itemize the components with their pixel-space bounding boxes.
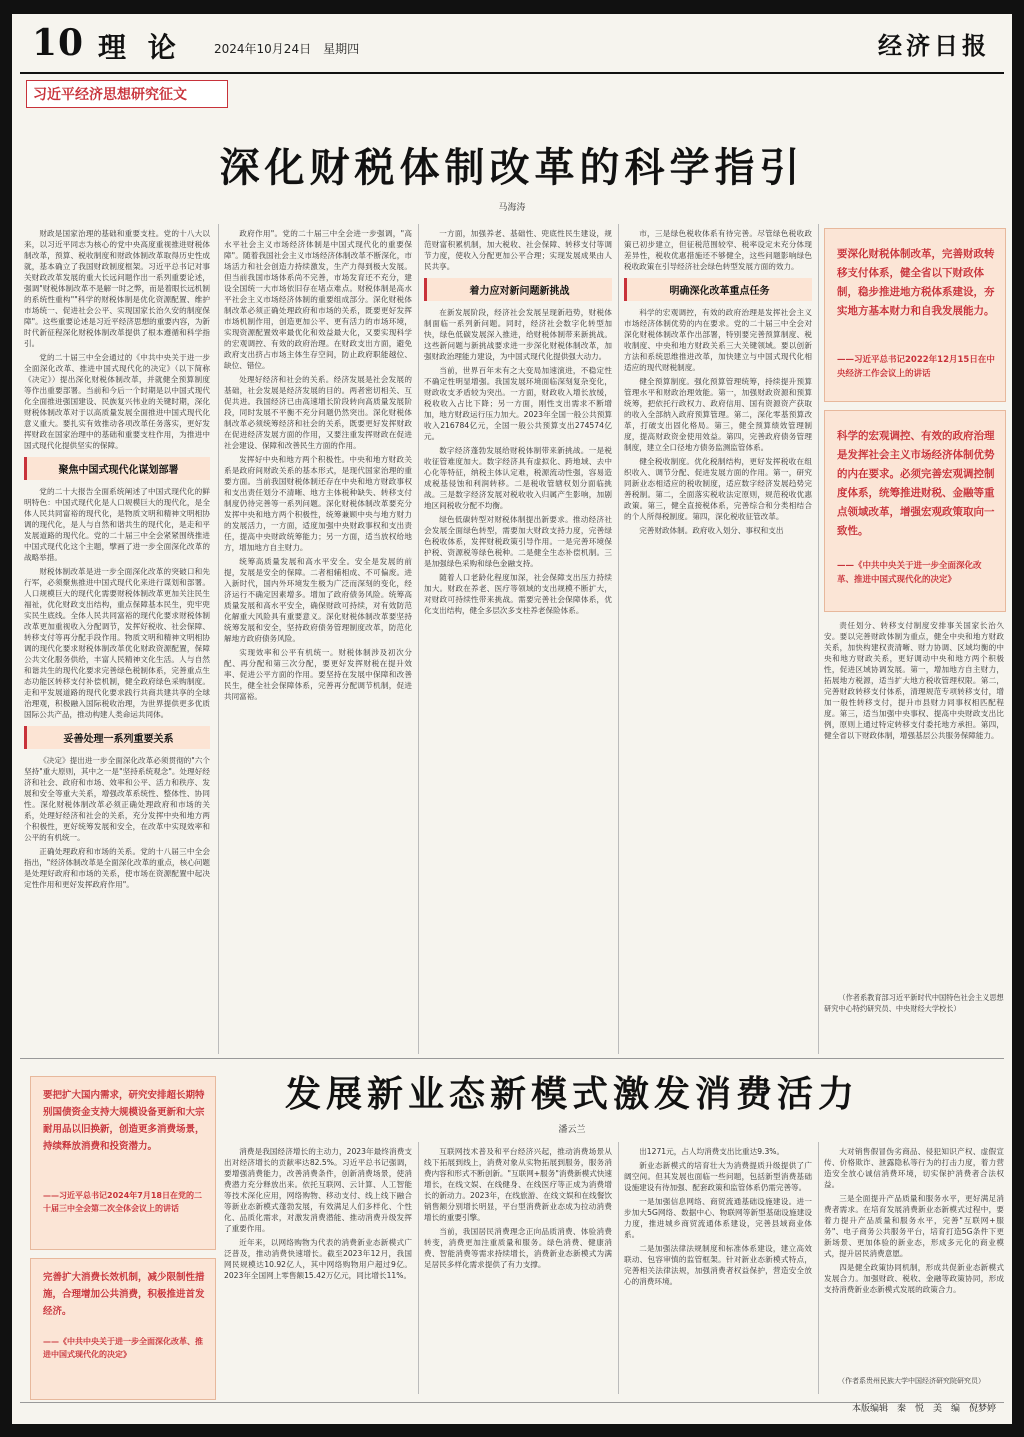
divider <box>818 224 819 1054</box>
paragraph: 科学的宏观调控，有效的政府治理是发挥社会主义市场经济体制优势的内在要求。党的二十届三中全会对深化财税体制改革作出部署，特别要完善预算制度、税收制度、中央和地方财政关系三大关键领域。要以创新方法和系统思维推进改革，加快建立与中国式现代化相适应的现代财税制度。 <box>624 308 812 372</box>
divider <box>418 224 419 1054</box>
article1-column-1 <box>24 228 210 1054</box>
issue-date: 2024年10月24日 星期四 <box>214 42 360 56</box>
paragraph: 大对销售假冒伪劣商品、侵犯知识产权、虚假宣传、价格欺诈、泄露隐私等行为的打击力度，着力营造安全放心诚信消费环境，切实保护消费者合法权益。 <box>824 1147 1004 1189</box>
paragraph: 一是加强信息网络、商贸流通基础设施建设。进一步加大5G网络、数据中心、物联网等新型基础设施建设力度，推进城乡商贸流通体系建设，完善县域商业体系。 <box>624 1197 812 1239</box>
quote-source: ——《中共中央关于进一步全面深化改革、推进中国式现代化的决定》 <box>837 561 982 585</box>
paragraph: 二是加强法律法规制度和标准体系建设，建立高效联动、包容审慎的监管框架。针对新业态新模式特点，完善相关法律法规，加强消费者权益保护，营造安全放心的消费环境。 <box>624 1244 812 1286</box>
quote-text: 要把扩大国内需求，研究安排超长期特别国债资金支持大规模设备更新和大宗耐用品以旧换新，创造更多消费场景，持续释放消费和投资潜力。 <box>43 1090 205 1152</box>
paragraph: 新业态新模式的培育壮大为消费提质升级提供了广阔空间。但其发展也面临一些问题，包括新型消费基础设施建设有待加强、配套政策和监管体系仍需完善等。 <box>624 1161 812 1192</box>
subheading: 妥善处理一系列重要关系 <box>24 726 210 749</box>
quote-box-2 <box>824 410 1006 612</box>
article2-column-3 <box>624 1146 812 1398</box>
quote-source: ——习近平总书记2024年7月18日在党的二十届三中全会第二次全体会议上的讲话 <box>43 1191 202 1213</box>
subheading: 着力应对新问题新挑战 <box>424 278 612 301</box>
quote-box-1 <box>824 228 1006 402</box>
paragraph: 一方面，加强养老、基础性、兜底性民生建设，规范财富积累机制，加大税收、社会保障、转移支付等调节力度，使收入分配更加公平合理；实现发展成果由人民共享。 <box>424 229 612 271</box>
paragraph: 健全预算制度。强化预算管理统筹，持续提升预算管理水平和财政治理效能。第一，加强财政资源和预算统筹，把依托行政权力、政府信用、国有资源资产获取的收入全部纳入政府预算管理。第二，深化零基预算改革，打破支出固化格局。第三，健全预算绩效管理制度，提高财政资金使用效益。第四，完善政府债务管理制度，建立全口径地方债务监测监管体系。 <box>624 377 812 452</box>
page-number: 10 <box>32 22 85 64</box>
paragraph: 随着人口老龄化程度加深，社会保障支出压力持续加大。财政在养老、医疗等领域的支出规模不断扩大，对财政可持续性带来挑战。需要完善社会保障体系，优化支出结构，健全多层次多支柱养老保险体系。 <box>424 573 612 615</box>
byline: （作者系贵州民族大学中国经济研究院研究员） <box>838 1377 985 1385</box>
paragraph: 责任划分、转移支付制度安排事关国家长治久安。要以完善财政体制为重点，健全中央和地方财政关系，加快构建权责清晰、财力协调、区域均衡的中央和地方财政关系，更好调动中央和地方两个积极性，促进区域协调发展。第一，增加地方自主财力，拓展地方税源，适当扩大地方税收管理权限。第二，完善财政转移支付体系，清理规范专项转移支付，增加一般性转移支付，提升市县财力同事权相匹配程度。第三，适当加强中央事权、提高中央财政支出比例，原则上通过特定转移支付委托地方承担。第四，健全省以下财政体制，增强基层公共服务保障能力。 <box>824 621 1004 740</box>
article2-byline <box>824 1376 1004 1398</box>
quote-box-4 <box>30 1258 216 1400</box>
article1-column-4 <box>624 228 812 1054</box>
paragraph: 出1271元，占人均消费支出比重达9.3%。 <box>639 1147 785 1156</box>
paragraph: 财税体制改革是进一步全面深化改革的突破口和先行军，必须聚焦推进中国式现代化来进行谋划和部署。人口规模巨大的现代化需要财税体制改革更加关注民生福祉，优化财政支出结构，重点保障基本民生，兜牢兜实民生底线。全体人民共同富裕的现代化要求财税体制改革更加重视收入分配调节，发挥好税收、社会保障、转移支付等再分配手段作用。物质文明和精神文明相协调的现代化要求财税体制改革优化财政资源配置，保障公共文化服务供给，丰富人民精神文化生活。人与自然和谐共生的现代化要求完善绿色税制体系，完善重点生态功能区转移支付补偿机制，健全政府绿色采购制度。走和平发展道路的现代化要求践行共商共建共享的全球治理观，积极融入国际税收治理，为世界提供更多优质国际公共产品，推动构建人类命运共同体。 <box>24 567 210 719</box>
quote-source: ——习近平总书记2022年12月15日在中央经济工作会议上的讲话 <box>837 355 995 379</box>
paragraph: 完善财政体制。政府收入划分、事权和支出 <box>639 526 784 535</box>
byline: （作者系教育部习近平新时代中国特色社会主义思想研究中心特约研究员、中央财经大学校长） <box>824 993 1004 1013</box>
article-separator <box>20 1058 1004 1059</box>
article2-column-4 <box>824 1146 1004 1374</box>
paragraph: 政府作用"。党的二十届三中全会进一步强调，"高水平社会主义市场经济体制是中国式现代化的重要保障"。随着我国社会主义市场经济体制改革不断深化，市场活力和社会创造力持续激发，生产力得到极大发展。但当前我国市场体系尚不完善，市场发育还不充分，建设全国统一大市场依旧存在堵点难点。财税体制是高水平社会主义市场经济体制的重要组成部分。深化财税体制改革必须正确处理政府和市场的关系，既要更好发挥市场机制作用，创造更加公平、更有活力的市场环境，实现资源配置效率最优化和效益最大化，又要实现科学的宏观调控、有效的政府治理。在财政支出方面，避免政府支出挤占市场主体生存空间，防止政府职能越位、缺位、错位。 <box>224 229 412 370</box>
article1-author: 马海涛 <box>498 203 526 213</box>
paragraph: 实现效率和公平有机统一。财税体制涉及初次分配、再分配和第三次分配，要更好发挥财税在提升效率、促进公平方面的作用。要坚持在发展中保障和改善民生，健全社会保障体系，完善再分配调节机制，促进共同富裕。 <box>224 648 412 701</box>
masthead <box>20 20 1004 74</box>
paragraph: 四是健全政策协同机制，形成共促新业态新模式发展合力。加强财政、税收、金融等政策协同，形成支持消费新业态新模式发展的政策合力。 <box>824 1263 1004 1294</box>
divider <box>818 1142 819 1394</box>
article2-author: 潘云兰 <box>558 1125 586 1135</box>
divider <box>618 224 619 1054</box>
article1-column-5 <box>824 620 1004 980</box>
paragraph: 《决定》提出进一步全面深化改革必须贯彻的"六个坚持"重大原则，其中之一是"坚持系统观念"。处理好经济和社会、政府和市场、效率和公平、活力和秩序、发展和安全等重大关系，增强改革系统性、整体性、协同性。深化财税体制改革必须正确处理政府和市场的关系，处理好经济和社会的关系，充分发挥中央和地方两个积极性，更好统筹发展和安全，在改革中实现效率和公平的有机统一。 <box>24 756 210 842</box>
quote-text: 完善扩大消费长效机制，减少限制性措施，合理增加公共消费，积极推进首发经济。 <box>43 1272 205 1317</box>
paragraph: 市，三是绿色税收体系有待完善。尽管绿色税收政策已初步建立，但征税范围较窄、税率设定未充分体现差异性，税收优惠措施还不够健全，这些问题影响绿色税收政策在引导经济社会绿色转型发展方面的效力。 <box>624 229 812 271</box>
quote-source: ——《中共中央关于进一步全面深化改革、推进中国式现代化的决定》 <box>43 1337 203 1359</box>
quote-box-3 <box>30 1076 216 1250</box>
newspaper-page <box>12 14 1012 1424</box>
paragraph: 党的二十大报告全面系统阐述了中国式现代化的鲜明特色：中国式现代化是人口规模巨大的现代化，是全体人民共同富裕的现代化，是物质文明和精神文明相协调的现代化，是人与自然和谐共生的现代化，是走和平发展道路的现代化。党的二十届三中全会紧紧围绕推进中国式现代化这个主题，擘画了进一步全面深化改革的战略举措。 <box>24 487 210 562</box>
paragraph: 发挥好中央和地方两个积极性。中央和地方财政关系是政府间财政关系的基本形式，是现代国家治理的重要方面。当前我国财税体制还存在中央和地方财政事权和支出责任划分不清晰、地方主体税种缺失、转移支付制度仍待完善等一系列问题。深化财税体制改革要充分发挥中央和地方两个积极性，统筹兼顾中央与地方财力的发展活力，一方面，适度加强中央财政事权和支出责任，提高中央财政统筹能力；另一方面，适当放权给地方，增加地方自主财力。 <box>224 455 412 552</box>
editor-credits: 本版编辑 秦 悦 美 编 倪梦婷 <box>851 1404 996 1414</box>
paragraph: 当前，我国居民消费理念正向品质消费、体验消费转变，消费更加注重质量和服务。绿色消费、健康消费、智能消费等需求持续增长，消费新业态新模式为满足居民多样化需求提供了有力支撑。 <box>424 1227 612 1269</box>
article2-column-2 <box>424 1146 612 1398</box>
paragraph: 绿色低碳转型对财税体制提出新要求。推动经济社会发展全面绿色转型，需要加大财政支持力度，完善绿色税收体系，发挥财税政策引导作用。一是完善环境保护税、资源税等绿色税种。二是健全生态补偿机制。三是加强绿色采购和绿色金融支持。 <box>424 515 612 568</box>
paragraph: 正确处理政府和市场的关系。党的十八届三中全会指出，"经济体制改革是全面深化改革的重点，核心问题是处理好政府和市场的关系，使市场在资源配置中起决定性作用和更好发挥政府作用"。 <box>24 847 210 889</box>
paragraph: 党的二十届三中全会通过的《中共中央关于进一步全面深化改革、推进中国式现代化的决定》（以下简称《决定》）提出深化财税体制改革，并就健全预算制度等作出重要部署。当前和今后一个时期是以中国式现代化全面推进强国建设、民族复兴伟业的关键时期，深化财税体制改革对于以高质量发展全面推进中国式现代化意义重大。要扎实有效推动各项改革任务落实，更好发挥财政在国家治理中的基础和重要支柱作用，为推进中国式现代化提供坚实的保障。 <box>24 353 210 450</box>
article1-byline <box>824 992 1004 1048</box>
divider <box>218 224 219 1054</box>
article1-title: 深化财税体制改革的科学指引 <box>219 144 805 191</box>
column-tag-label: 习近平经济思想研究征文 <box>33 87 187 103</box>
paragraph: 近年来，以网络购物为代表的消费新业态新模式广泛普及，推动消费快速增长。截至2023年12月，我国网民规模达10.92亿人，其中网络购物用户超过9亿。2023年全国网上零售额15.42万亿元，同比增长11%。 <box>224 1238 412 1280</box>
newspaper-logo: 经济日报 <box>878 31 990 60</box>
paragraph: 财政是国家治理的基础和重要支柱。党的十八大以来，以习近平同志为核心的党中央高度重视推进财税体制改革，预算、税收制度和财政体制改革取得历史性成就，基本确立了我国财政制度框架。习近平总书记对事关财政改革发展的重大长远问题作出一系列重要论述，强调"财税体制改革不是解一时之弊，而是着眼长远机制的系统性重构""科学的财税体制是优化资源配置、维护市场统一、促进社会公平、实现国家长治久安的制度保障"。这些重要论述是习近平经济思想的重要内容，为新时代新征程深化财税体制改革提供了根本遵循和科学指引。 <box>24 229 210 348</box>
paragraph: 数字经济蓬勃发展给财税体制带来新挑战。一是税收征管难度加大。数字经济具有虚拟化、跨地域、去中心化等特征，纳税主体认定难，税源流动性强，容易造成税基侵蚀和利润转移。二是税收管辖权划分面临挑战。三是数字经济发展对税收收入归属产生影响，加剧地区间税收分配不均衡。 <box>424 446 612 510</box>
column-tag <box>26 80 228 108</box>
paragraph: 健全税收制度。优化税制结构，更好发挥税收在组织收入、调节分配、促进发展方面的作用。第一，研究同新业态相适应的税收制度，适应数字经济发展趋势完善税制。第二，全面落实税收法定原则，规范税收优惠政策。第三，健全直接税体系，完善综合和分类相结合的个人所得税制度。第四，深化税收征管改革。 <box>624 457 812 521</box>
quote-text: 要深化财税体制改革，完善财政转移支付体系，健全省以下财政体制，稳步推进地方税体系建设，夯实地方基本财力和自我发展能力。 <box>837 248 995 317</box>
article2-title: 发展新业态新模式激发消费活力 <box>284 1073 859 1115</box>
paragraph: 统筹高质量发展和高水平安全。安全是发展的前提，发展是安全的保障。二者相辅相成、不可偏废。进入新时代，国内外环境发生极为广泛而深刻的变化，经济运行不确定因素增多。增加了政府债务风险。统筹高质量发展和高水平安全，确保财政可持续，对有效防范化解重大风险具有重要意义。深化财税体制改革要坚持统筹发展和安全，坚持政府债务管理制度改革，防范化解地方政府债务风险。 <box>224 557 412 643</box>
quote-text: 科学的宏观调控、有效的政府治理是发挥社会主义市场经济体制优势的内在要求。必须完善宏观调控制度体系，统筹推进财税、金融等重点领域改革，增强宏观政策取向一致性。 <box>837 430 995 537</box>
paragraph: 消费是我国经济增长的主动力，2023年最终消费支出对经济增长的贡献率达82.5%。习近平总书记强调，要增强消费能力，改善消费条件，创新消费场景，使消费潜力充分释放出来。依托互联网、云计算、人工智能等技术深化应用，网络购物、移动支付、线上线下融合等新业态新模式蓬勃发展，有效满足人们多样化、个性化、品质化需求，对激发消费潜能、推动消费升级发挥了重要作用。 <box>224 1147 412 1233</box>
section-title: 理 论 <box>98 31 182 64</box>
paragraph: 互联网技术普及和平台经济兴起，推动消费场景从线下拓展到线上，消费对象从实物拓展到服务，服务消费内容和形式不断创新。"互联网+服务"消费新模式快速增长，在线文娱、在线健身、在线医疗等正成为消费增长的新动力。2023年，在线旅游、在线文娱和在线餐饮销售额分别增长明显，平台型消费新业态成为拉动消费增长的重要引擎。 <box>424 1147 612 1222</box>
paragraph: 三是全面提升产品质量和服务水平，更好满足消费者需求。在培育发展消费新业态新模式过程中，要着力提升产品质量和服务水平，完善"互联网+服务"、电子商务公共服务平台，培育打造5G条件下更新场景、更加体验的新业态，形成多元化的商业模式，提升居民消费意愿。 <box>824 1194 1004 1258</box>
article1-column-2 <box>224 228 412 1054</box>
paragraph: 在新发展阶段，经济社会发展呈现新趋势，财税体制面临一系列新问题。同时，经济社会数字化转型加快，绿色低碳发展深入推进，给财税体制带来新挑战。这些新问题与新挑战要求进一步深化财税体制改革，加强财政治理能力建设，为中国式现代化提供强大动力。 <box>424 308 612 361</box>
divider <box>618 1142 619 1394</box>
subheading: 明确深化改革重点任务 <box>624 278 812 301</box>
paragraph: 处理好经济和社会的关系。经济发展是社会发展的基础，社会发展是经济发展的目的。两者密切相关、互促共进。我国经济已由高速增长阶段转向高质量发展阶段，同时发展不平衡不充分问题仍然突出。深化财税体制改革必须统筹经济和社会的关系，既要更好发挥财政在促进经济发展方面的作用，又要注重发挥财政在促进社会建设、保障和改善民生方面的作用。 <box>224 375 412 450</box>
divider <box>418 1142 419 1394</box>
paragraph: 当前，世界百年未有之大变局加速演进，不稳定性不确定性明显增强。我国发展环境面临深刻复杂变化，财政收支矛盾较为突出。一方面，财政收入增长放缓，税收收入占比下降；另一方面，刚性支出需求不断增加，地方财政运行压力加大。2023年全国一般公共预算收入216784亿元，全国一般公共预算支出274574亿元。 <box>424 366 612 441</box>
subheading: 聚焦中国式现代化谋划部署 <box>24 457 210 480</box>
article1-column-3 <box>424 228 612 1054</box>
article2-column-1 <box>224 1146 412 1398</box>
